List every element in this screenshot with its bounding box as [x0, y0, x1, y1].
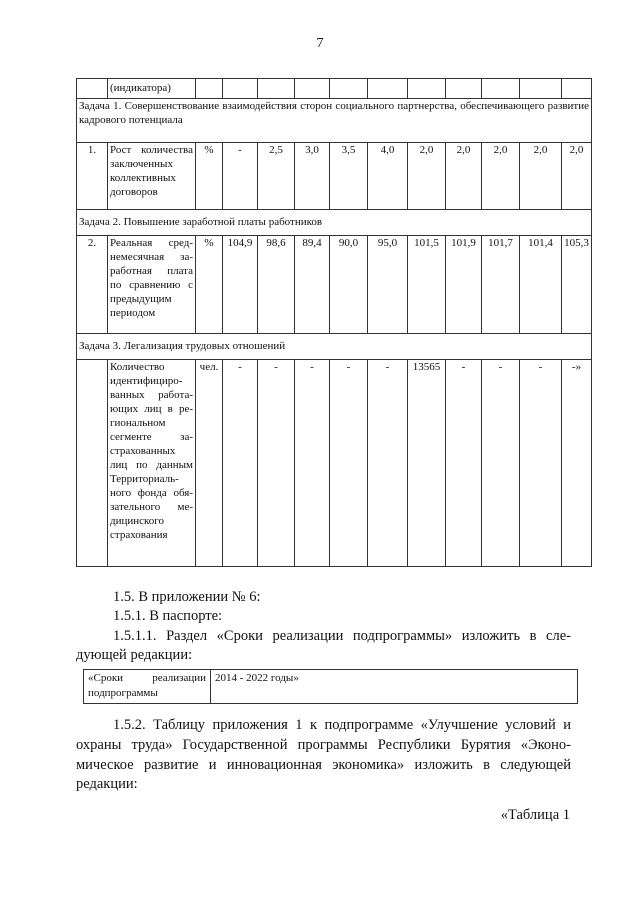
- page-number: 7: [316, 36, 324, 51]
- unit-cell: %: [196, 143, 223, 210]
- value-cell: 2,0: [482, 143, 520, 210]
- indicators-table: [76, 78, 592, 567]
- value-cell: 104,9: [223, 236, 258, 334]
- table-header-fragment-row: [77, 79, 592, 99]
- value-cell: 101,4: [520, 236, 562, 334]
- value-cell: 3,5: [330, 143, 368, 210]
- header-fragment: (индикатора): [108, 79, 196, 99]
- value-cell: 2,0: [562, 143, 592, 210]
- unit-cell: %: [196, 236, 223, 334]
- value-cell: 105,3: [562, 236, 592, 334]
- task-1: Задача 1. Совершенствование взаимодействия сторон социального партнерства, обеспечивающего развитие кадрового потенциала: [77, 99, 592, 143]
- task-3: Задача 3. Легализация трудовых отношений: [77, 334, 592, 360]
- value-cell: 101,5: [408, 236, 446, 334]
- paragraph-1-5-2-line4: редакции:: [76, 776, 138, 792]
- value-cell: 95,0: [368, 236, 408, 334]
- task-row: [77, 99, 592, 143]
- value-cell: -: [295, 360, 330, 567]
- value-cell: -: [330, 360, 368, 567]
- row-number: 2.: [77, 236, 108, 334]
- paragraph-1-5-1: 1.5.1. В паспорте:: [113, 608, 223, 624]
- task-2: Задача 2. Повышение заработной платы работников: [77, 210, 592, 236]
- value-cell: 3,0: [295, 143, 330, 210]
- paragraph-1-5-2-line3: мическое развитие и инновационная экономика» изложить в следующей: [76, 757, 571, 773]
- unit-cell: чел.: [196, 360, 223, 567]
- task-row: [77, 210, 592, 236]
- period-table: [83, 669, 578, 704]
- value-cell: -: [368, 360, 408, 567]
- value-cell: 90,0: [330, 236, 368, 334]
- table-row: [77, 236, 592, 334]
- value-cell: -: [223, 143, 258, 210]
- value-cell: -: [446, 360, 482, 567]
- value-cell: 2,5: [258, 143, 295, 210]
- value-cell: -: [482, 360, 520, 567]
- indicator-name: Реальная сред-немесячная за-работная плата по сравнению с предыдущим периодом: [108, 236, 196, 334]
- row-number: [77, 360, 108, 567]
- value-cell: 13565: [408, 360, 446, 567]
- paragraph-1-5-2-line2: охраны труда» Государственной программы Республики Бурятия «Эконо-: [76, 737, 571, 753]
- value-cell: -: [258, 360, 295, 567]
- value-cell: 2,0: [446, 143, 482, 210]
- period-value: 2014 - 2022 годы»: [211, 670, 578, 704]
- paragraph-1-5-1-1-line1: 1.5.1.1. Раздел «Сроки реализации подпрограммы» изложить в сле-: [113, 628, 571, 644]
- task-row: [77, 334, 592, 360]
- value-cell: 2,0: [408, 143, 446, 210]
- value-cell: -: [223, 360, 258, 567]
- value-cell: 2,0: [520, 143, 562, 210]
- value-cell: 101,7: [482, 236, 520, 334]
- table-caption: «Таблица 1: [500, 807, 570, 823]
- period-label: «Сроки реализации подпрограммы: [84, 670, 211, 704]
- value-cell: -»: [562, 360, 592, 567]
- paragraph-1-5-2-line1: 1.5.2. Таблицу приложения 1 к подпрограмме «Улучшение условий и: [113, 717, 571, 733]
- value-cell: 4,0: [368, 143, 408, 210]
- indicator-name: Рост количества заключенных коллективных договоров: [108, 143, 196, 210]
- row-number: 1.: [77, 143, 108, 210]
- value-cell: -: [520, 360, 562, 567]
- paragraph-1-5-1-1-line2: дующей редакции:: [76, 647, 193, 663]
- value-cell: 98,6: [258, 236, 295, 334]
- value-cell: 101,9: [446, 236, 482, 334]
- table-row: [77, 143, 592, 210]
- paragraph-1-5: 1.5. В приложении № 6:: [113, 589, 261, 605]
- value-cell: 89,4: [295, 236, 330, 334]
- table-row: [77, 360, 592, 567]
- indicator-name: Количество идентифициро-ванных работа-ющих лиц в ре-гиональном сегменте за-страхованных лиц по данным Территориаль-ного фонда обя-зательного ме-дицинского страхования: [108, 360, 196, 567]
